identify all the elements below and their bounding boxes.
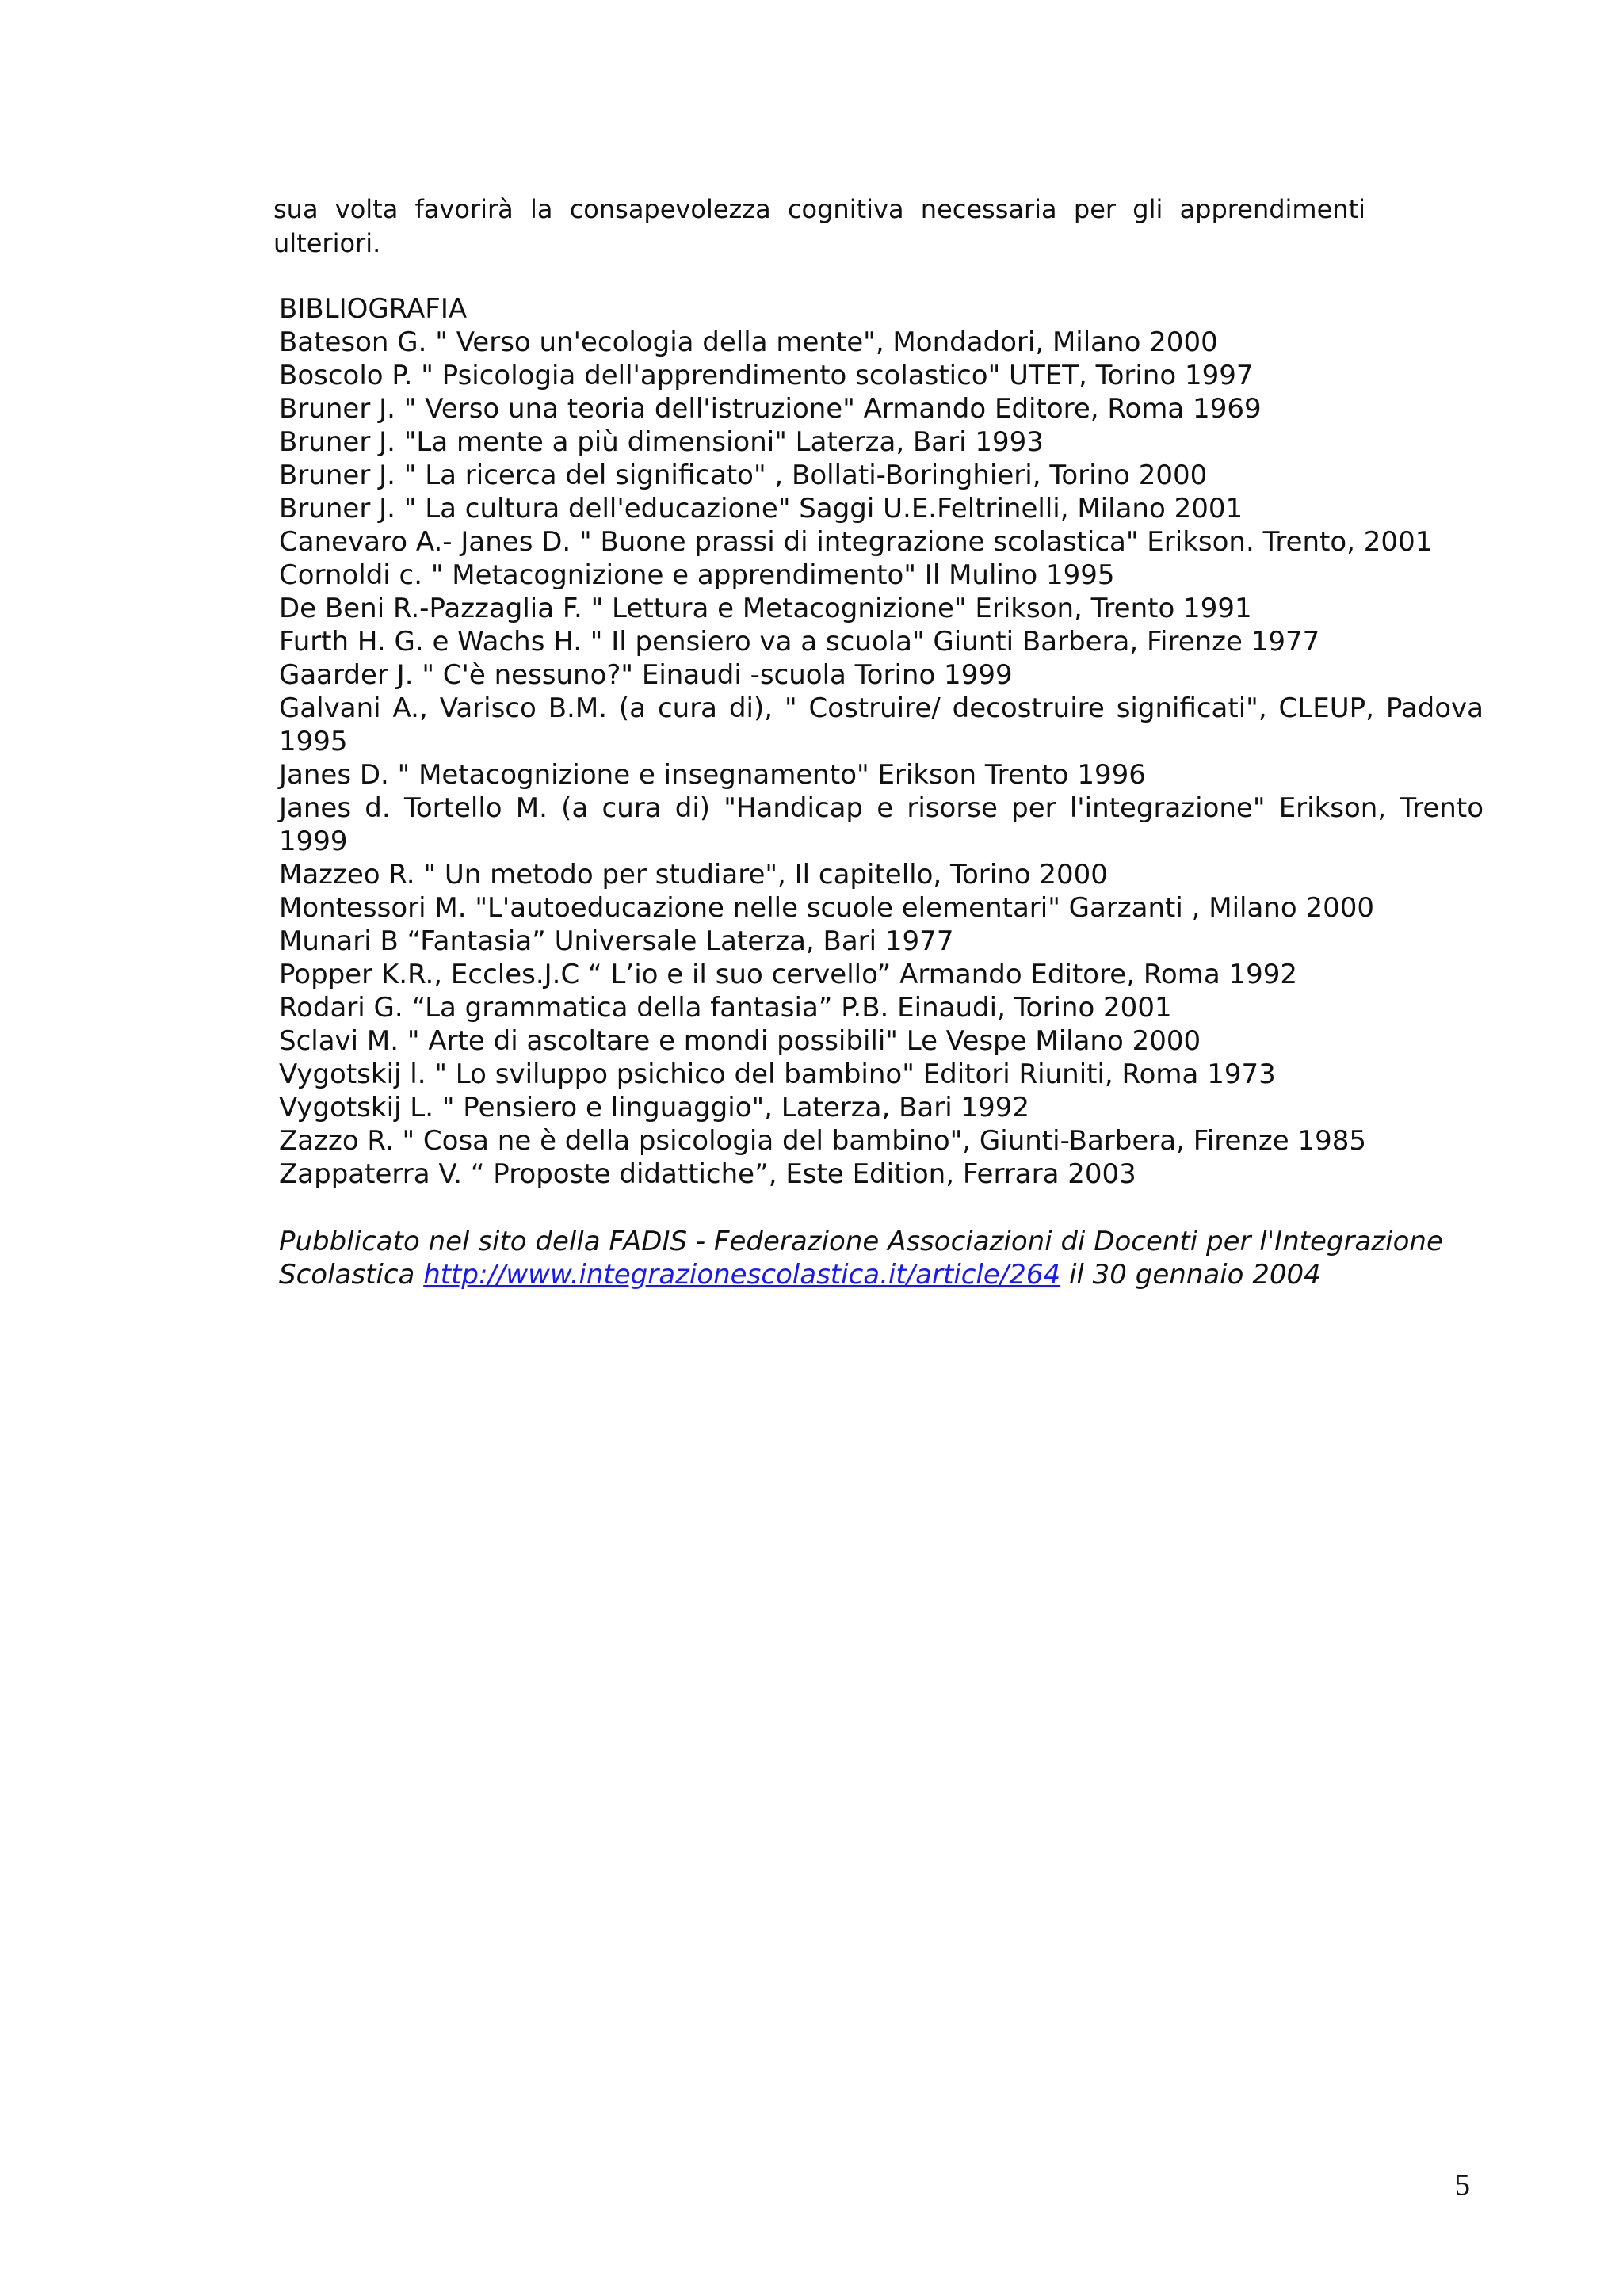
bibliography-heading: BIBLIOGRAFIA: [279, 293, 468, 325]
bibliography-entry: Canevaro A.- Janes D. " Buone prassi di integrazione scolastica" Erikson. Trento, 2001: [279, 526, 1433, 558]
bibliography-entry: Popper K.R., Eccles.J.C “ L’io e il suo cervello” Armando Editore, Roma 1992: [279, 959, 1298, 990]
bibliography-entry: De Beni R.-Pazzaglia F. " Lettura e Metacognizione" Erikson, Trento 1991: [279, 593, 1252, 624]
publication-note-suffix: il 30 gennaio 2004: [1060, 1259, 1321, 1291]
bibliography-entry: Mazzeo R. " Un metodo per studiare", Il capitello, Torino 2000: [279, 859, 1108, 891]
bibliography-entry: Janes d. Tortello M. (a cura di) "Handicap e risorse per l'integrazione" Erikson, Trento 1999: [279, 792, 1484, 857]
bibliography-entry: Sclavi M. " Arte di ascoltare e mondi possibili" Le Vespe Milano 2000: [279, 1025, 1201, 1057]
bibliography-entry: Janes D. " Metacognizione e insegnamento" Erikson Trento 1996: [279, 759, 1146, 791]
bibliography-entry: Bateson G. " Verso un'ecologia della mente", Mondadori, Milano 2000: [279, 326, 1218, 358]
bibliography-entry: Bruner J. "La mente a più dimensioni" Laterza, Bari 1993: [279, 426, 1044, 458]
bibliography-section: [279, 292, 1484, 1191]
publication-note: [279, 1225, 1484, 1291]
bibliography-entry: Zappaterra V. “ Proposte didattiche”, Este Edition, Ferrara 2003: [279, 1158, 1136, 1190]
bibliography-entry: Rodari G. “La grammatica della fantasia” P.B. Einaudi, Torino 2001: [279, 992, 1172, 1024]
bibliography-entry: Bruner J. " Verso una teoria dell'istruzione" Armando Editore, Roma 1969: [279, 393, 1262, 425]
bibliography-list: [279, 326, 1484, 1191]
bibliography-entry: Munari B “Fantasia” Universale Laterza, Bari 1977: [279, 925, 954, 957]
bibliography-entry: Zazzo R. " Cosa ne è della psicologia del bambino", Giunti-Barbera, Firenze 1985: [279, 1125, 1367, 1157]
bibliography-entry: Bruner J. " La ricerca del significato" , Bollati-Boringhieri, Torino 2000: [279, 460, 1208, 491]
article-link[interactable]: http://www.integrazionescolastica.it/article/264: [423, 1259, 1061, 1291]
page-number: 5: [1455, 2168, 1470, 2202]
bibliography-entry: Galvani A., Varisco B.M. (a cura di), " Costruire/ decostruire significati", CLEUP, Padova 1995: [279, 692, 1484, 757]
bibliography-entry: Cornoldi c. " Metacognizione e apprendimento" Il Mulino 1995: [279, 559, 1115, 591]
bibliography-entry: Vygotskij l. " Lo sviluppo psichico del bambino" Editori Riuniti, Roma 1973: [279, 1058, 1276, 1090]
bibliography-entry: Boscolo P. " Psicologia dell'apprendimento scolastico" UTET, Torino 1997: [279, 360, 1254, 391]
intro-paragraph: sua volta favorirà la consapevolezza cognitiva necessaria per gli apprendimenti ulteriori.: [273, 194, 1365, 258]
bibliography-entry: Furth H. G. e Wachs H. " Il pensiero va a scuola" Giunti Barbera, Firenze 1977: [279, 626, 1320, 658]
bibliography-entry: Gaarder J. " C'è nessuno?" Einaudi -scuola Torino 1999: [279, 659, 1013, 691]
bibliography-entry: Montessori M. "L'autoeducazione nelle scuole elementari" Garzanti , Milano 2000: [279, 892, 1374, 924]
bibliography-entry: Bruner J. " La cultura dell'educazione" Saggi U.E.Feltrinelli, Milano 2001: [279, 493, 1243, 524]
publication-note-prefix: Pubblicato nel sito della FADIS - Federazione Associazioni di Docenti per l'Integrazione Scolastica: [279, 1226, 1443, 1291]
bibliography-entry: Vygotskij L. " Pensiero e linguaggio", Laterza, Bari 1992: [279, 1092, 1029, 1123]
